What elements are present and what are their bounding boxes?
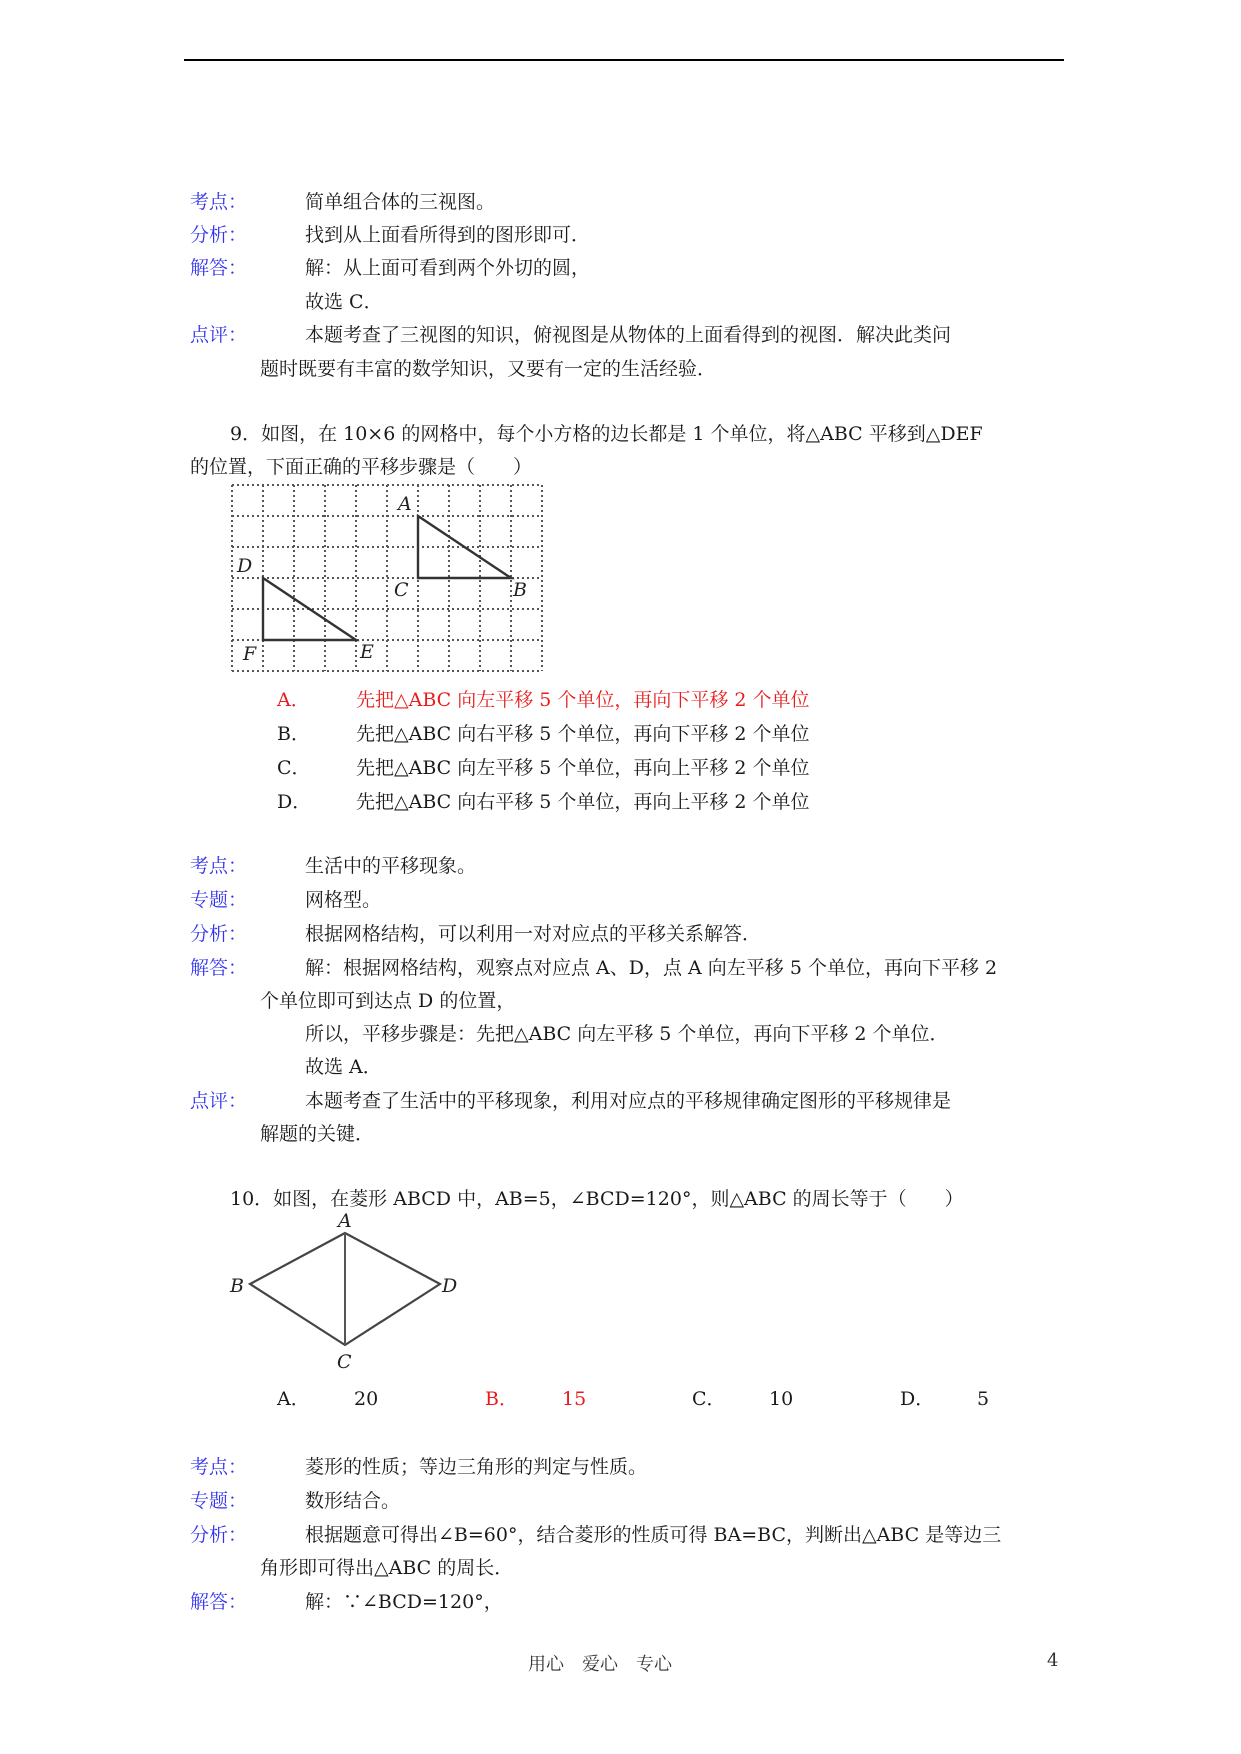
- q9-option-text[interactable]: 先把△ABC 向左平移 5 个单位，再向下平移 2 个单位: [356, 689, 810, 711]
- q10-option-letter[interactable]: D．: [900, 1388, 935, 1410]
- zhuanti-text: 数形结合。: [305, 1490, 401, 1512]
- q10-option-letter[interactable]: C．: [692, 1388, 726, 1410]
- jieda-text: 故选 C．: [305, 291, 383, 313]
- jieda-text: 所以，平移步骤是：先把△ABC 向左平移 5 个单位，再向下平移 2 个单位．: [305, 1023, 949, 1045]
- dianping-label: 点评：: [190, 324, 248, 346]
- jieda-label: 解答：: [190, 1591, 248, 1613]
- vertex-label-b: B: [230, 1275, 244, 1297]
- vertex-label-d: D: [237, 555, 253, 577]
- q9-grid-figure: [220, 475, 560, 685]
- fenxi-text: 角形即可得出△ABC 的周长．: [260, 1557, 514, 1579]
- q10-rhombus-figure: [220, 1210, 470, 1370]
- q9-option-text[interactable]: 先把△ABC 向左平移 5 个单位，再向上平移 2 个单位: [356, 757, 810, 779]
- dianping-text: 解题的关键．: [260, 1123, 375, 1145]
- vertex-label-c: C: [394, 579, 409, 601]
- jieda-label: 解答：: [190, 257, 248, 279]
- q10-option-letter[interactable]: A．: [277, 1388, 310, 1410]
- zhuanti-text: 网格型。: [305, 889, 382, 911]
- jieda-text: 解：根据网格结构，观察点对应点 A、D，点 A 向左平移 5 个单位，再向下平移 2: [305, 957, 998, 979]
- fenxi-text: 找到从上面看所得到的图形即可．: [305, 224, 591, 246]
- dianping-label: 点评：: [190, 1090, 248, 1112]
- q10-option-value[interactable]: 15: [562, 1388, 587, 1410]
- q10-option-value[interactable]: 10: [769, 1388, 794, 1410]
- jieda-label: 解答：: [190, 957, 248, 979]
- kaodian-text: 简单组合体的三视图。: [305, 191, 496, 213]
- q10-stem: 10．如图，在菱形 ABCD 中，AB=5，∠BCD=120°，则△ABC 的周长等于（ ）: [230, 1188, 964, 1210]
- dianping-text: 题时既要有丰富的数学知识，又要有一定的生活经验．: [260, 358, 717, 380]
- footer-motto: 用心 爱心 专心: [528, 1654, 672, 1675]
- q9-option-letter[interactable]: D．: [277, 791, 312, 813]
- header-rule: [184, 59, 1064, 61]
- q9-option-text[interactable]: 先把△ABC 向右平移 5 个单位，再向下平移 2 个单位: [356, 723, 810, 745]
- vertex-label-a: A: [398, 493, 412, 515]
- q9-option-letter[interactable]: B．: [277, 723, 310, 745]
- q10-option-value[interactable]: 20: [354, 1388, 379, 1410]
- jieda-text: 解：从上面可看到两个外切的圆，: [305, 257, 591, 279]
- vertex-label-b: B: [513, 579, 527, 601]
- q9-option-text[interactable]: 先把△ABC 向右平移 5 个单位，再向上平移 2 个单位: [356, 791, 810, 813]
- kaodian-text: 生活中的平移现象。: [305, 855, 477, 877]
- q9-stem: 9．如图，在 10×6 的网格中，每个小方格的边长都是 1 个单位，将△ABC 平移到△DEF: [230, 423, 983, 445]
- dianping-text: 本题考查了生活中的平移现象，利用对应点的平移规律确定图形的平移规律是: [305, 1090, 952, 1112]
- zhuanti-label: 专题：: [190, 889, 248, 911]
- zhuanti-label: 专题：: [190, 1490, 248, 1512]
- kaodian-label: 考点：: [190, 1456, 248, 1478]
- vertex-label-a: A: [338, 1210, 352, 1232]
- jieda-text: 个单位即可到达点 D 的位置，: [260, 990, 516, 1012]
- q10-option-letter[interactable]: B．: [485, 1388, 518, 1410]
- kaodian-label: 考点：: [190, 191, 248, 213]
- vertex-label-f: F: [243, 643, 257, 665]
- kaodian-label: 考点：: [190, 855, 248, 877]
- fenxi-text: 根据题意可得出∠B=60°，结合菱形的性质可得 BA=BC，判断出△ABC 是等边三: [305, 1524, 1002, 1546]
- q9-option-letter[interactable]: A．: [277, 689, 310, 711]
- q9-option-letter[interactable]: C．: [277, 757, 311, 779]
- vertex-label-c: C: [337, 1351, 352, 1370]
- q10-option-value[interactable]: 5: [977, 1388, 990, 1410]
- fenxi-text: 根据网格结构，可以利用一对对应点的平移关系解答．: [305, 923, 762, 945]
- dianping-text: 本题考查了三视图的知识，俯视图是从物体的上面看得到的视图．解决此类问: [305, 324, 952, 346]
- jieda-text: 故选 A．: [305, 1056, 382, 1078]
- fenxi-label: 分析：: [190, 923, 248, 945]
- vertex-label-e: E: [360, 641, 374, 663]
- fenxi-label: 分析：: [190, 1524, 248, 1546]
- q9-stem: 的位置，下面正确的平移步骤是（ ）: [190, 456, 533, 478]
- page-number: 4: [1047, 1650, 1059, 1671]
- jieda-text: 解：∵∠BCD=120°，: [305, 1591, 503, 1613]
- vertex-label-d: D: [442, 1275, 458, 1297]
- kaodian-text: 菱形的性质；等边三角形的判定与性质。: [305, 1456, 648, 1478]
- fenxi-label: 分析：: [190, 224, 248, 246]
